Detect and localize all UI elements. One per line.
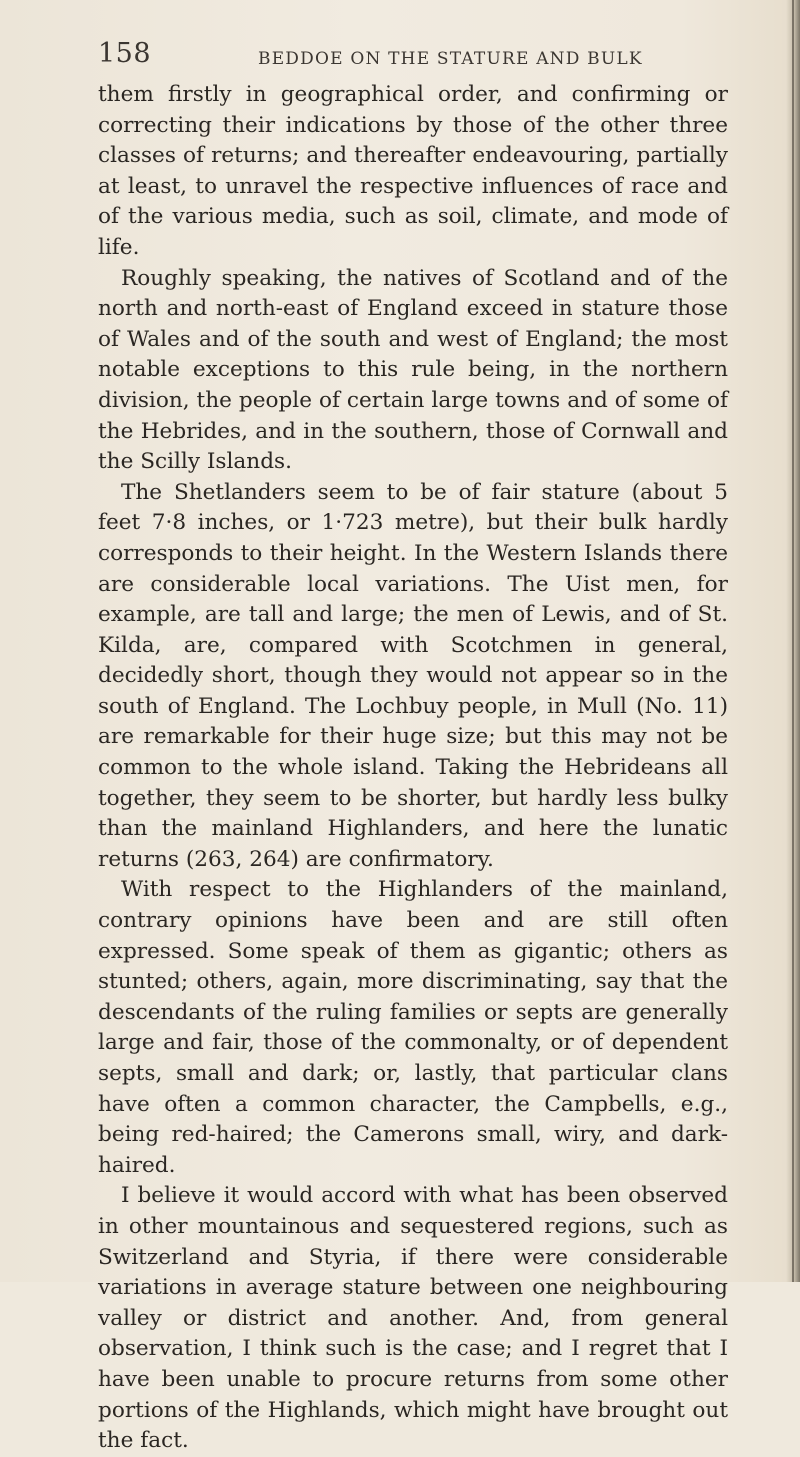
paragraph-2: Roughly speaking, the natives of Scotland and of the north and north-east of England exceed in stature those of Wales and of the south and west of England; the most notable exceptions to this rule being, in the northern division, the people of certain large towns and of some of the Hebrides, and in the southern, those of Cornwall and the Scilly Islands. bbox=[98, 265, 728, 475]
paragraph-3: The Shetlanders seem to be of fair stature (about 5 feet 7·8 inches, or 1·723 metre), but their bulk hardly corresponds to their height. In the Western Islands there are considerable local variations. The Uist men, for example, are tall and large; the men of Lewis, and of St. Kilda, are, compared with Scotchmen in general, decidedly short, though they would not appear so in the south of England. The Lochbuy people, in Mull (No. 11) are remarkable for their huge size; but this may not be common to the whole island. Taking the Hebrideans all together, they seem to be shorter, but hardly less bulky than the mainland Highlanders, and here the lunatic returns (263, 264) are confirmatory. bbox=[98, 479, 728, 872]
page-header bbox=[98, 38, 738, 78]
paragraph-1: them firstly in geographical order, and confirming or correcting their indications by those of the other three classes of returns; and thereafter endeavouring, partially at least, to unravel the respective influences of race and of the various media, such as soil, climate, and mode of life. bbox=[98, 82, 728, 260]
page-number: 158 bbox=[98, 38, 152, 69]
paragraph-5: I believe it would accord with what has been observed in other mountainous and sequestered regions, such as Switzerland and Styria, if there were considerable variations in average stature between one neighbouring valley or district and another. And, from general observation, I think such is the case; and I regret that I have been unable to procure returns from some other portions of the Highlands, which might have brought out the fact. bbox=[98, 1183, 728, 1454]
running-head: BEDDOE ON THE STATURE AND BULK bbox=[258, 49, 643, 69]
body-text bbox=[98, 80, 728, 1457]
paragraph-4: With respect to the Highlanders of the mainland, contrary opinions have been and are still often expressed. Some speak of them as gigantic; others as stunted; others, again, more discriminating, say that the descendants of the ruling families or septs are generally large and fair, those of the commonalty, or of dependent septs, small and dark; or, lastly, that particular clans have often a common character, the Campbells, e.g., being red-haired; the Camerons small, wiry, and dark-haired. bbox=[98, 877, 728, 1178]
page-edge-line bbox=[792, 0, 794, 1282]
